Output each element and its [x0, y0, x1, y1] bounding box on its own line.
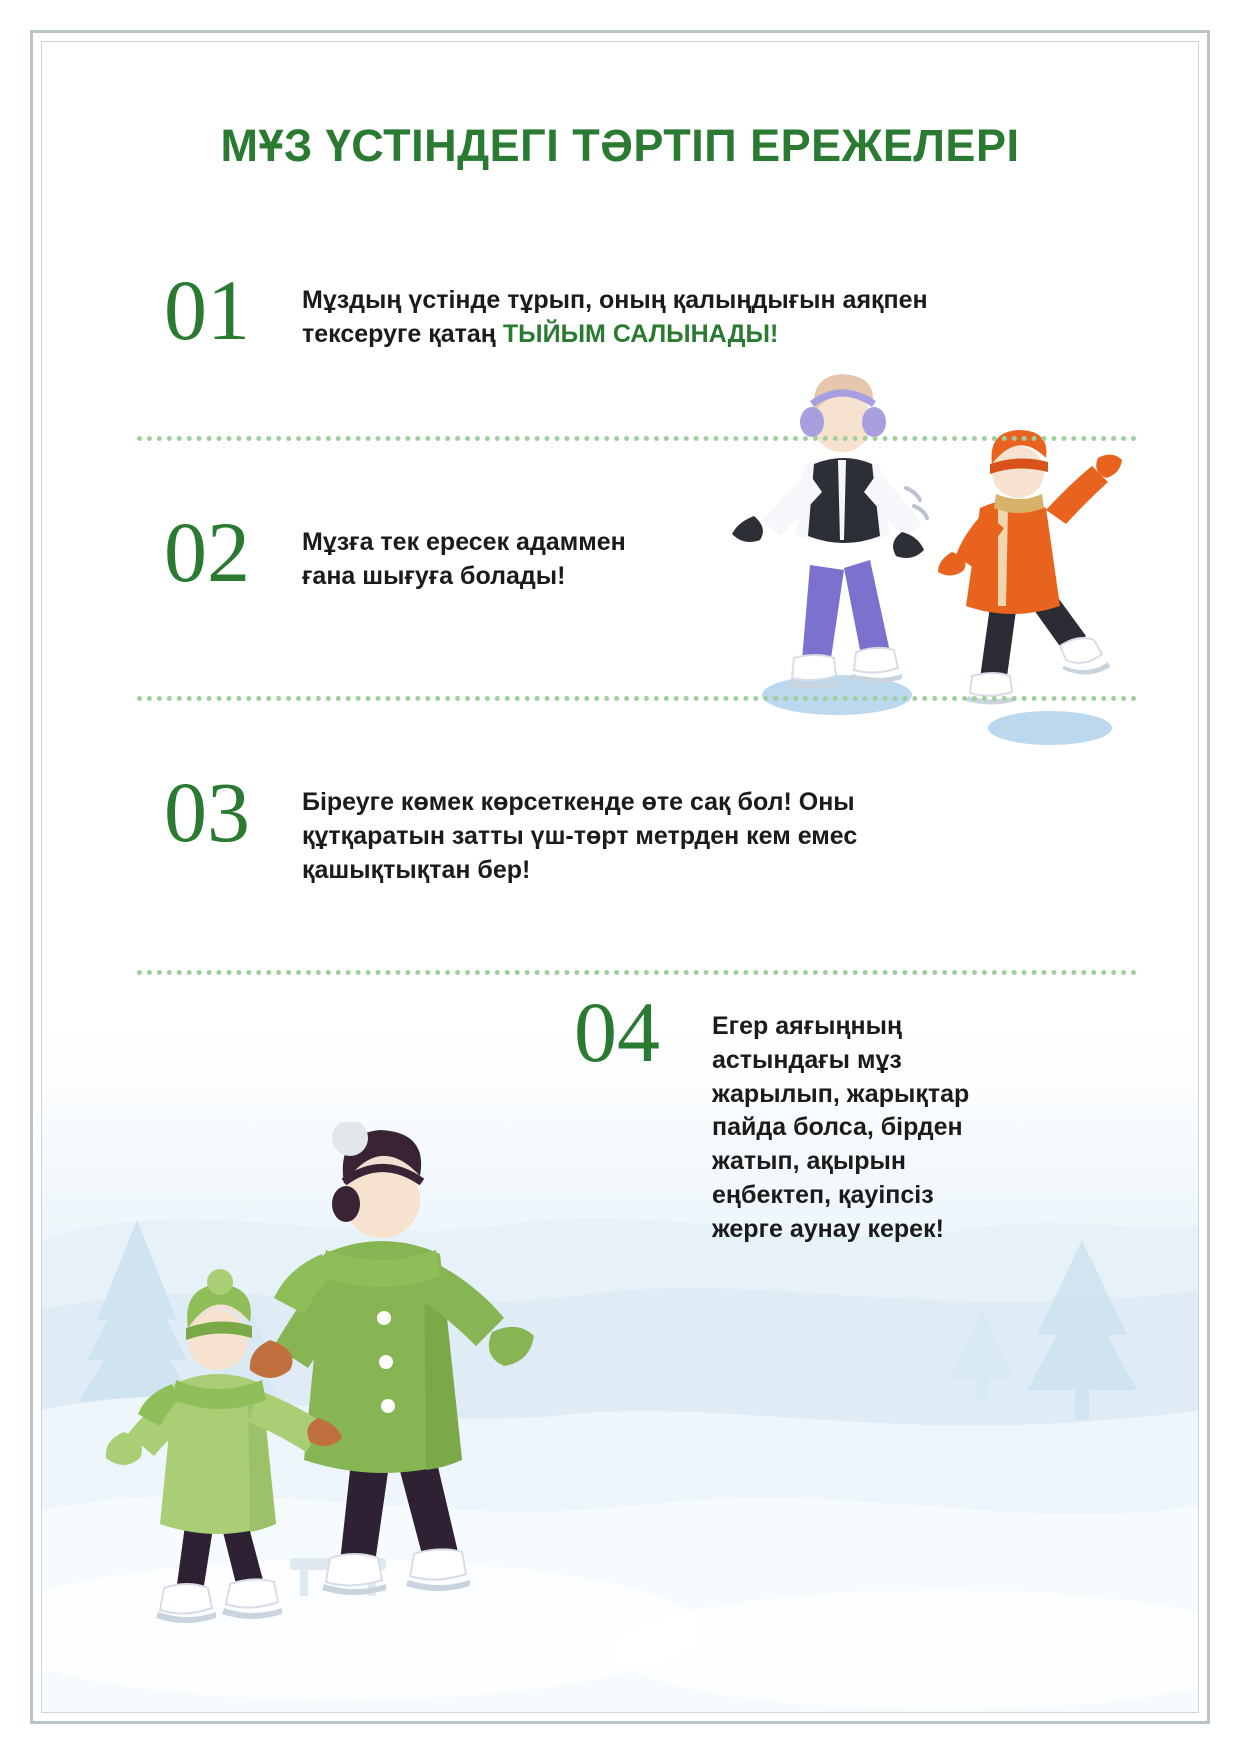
rule-number-2: 02 [164, 504, 250, 600]
rule-text-1-plain: Мұздың үстінде тұрып, оның қалыңдығын аяқпен тексеруге қатаң [302, 286, 928, 348]
rule-item-4 [522, 984, 1042, 1246]
rule-text-3: Біреуге көмек көрсеткенде өте сақ бол! Оны құтқаратын затты үш-төрт метрден кем емес қашықтықтан бер! [302, 788, 858, 884]
poster [30, 30, 1210, 1724]
poster-inner-frame [41, 41, 1199, 1713]
rule-number-4: 04 [574, 984, 660, 1080]
rule-number-3: 03 [164, 764, 250, 860]
page-title: МҰЗ ҮСТІНДЕГІ ТӘРТІП ЕРЕЖЕЛЕРІ [220, 120, 1020, 171]
rule-item-3 [112, 764, 1062, 887]
rule-text-1 [302, 270, 992, 352]
rule-item-2 [112, 504, 732, 600]
rule-text-2: Мұзға тек ересек адаммен ғана шығуға болады! [302, 528, 626, 590]
rule-text-4: Егер аяғыңның астындағы мұз жарылып, жарықтар пайда болса, бірден жатып, ақырын еңбектеп, қауіпсіз жерге аунау керек! [712, 1012, 970, 1243]
rule-text-1-highlight: ТЫЙЫМ САЛЫНАДЫ! [502, 319, 779, 348]
separator-2 [137, 696, 1137, 701]
rule-number-1: 01 [164, 262, 250, 358]
rule-item-1 [112, 262, 1032, 358]
separator-1 [137, 436, 1137, 441]
separator-3 [137, 970, 1137, 975]
